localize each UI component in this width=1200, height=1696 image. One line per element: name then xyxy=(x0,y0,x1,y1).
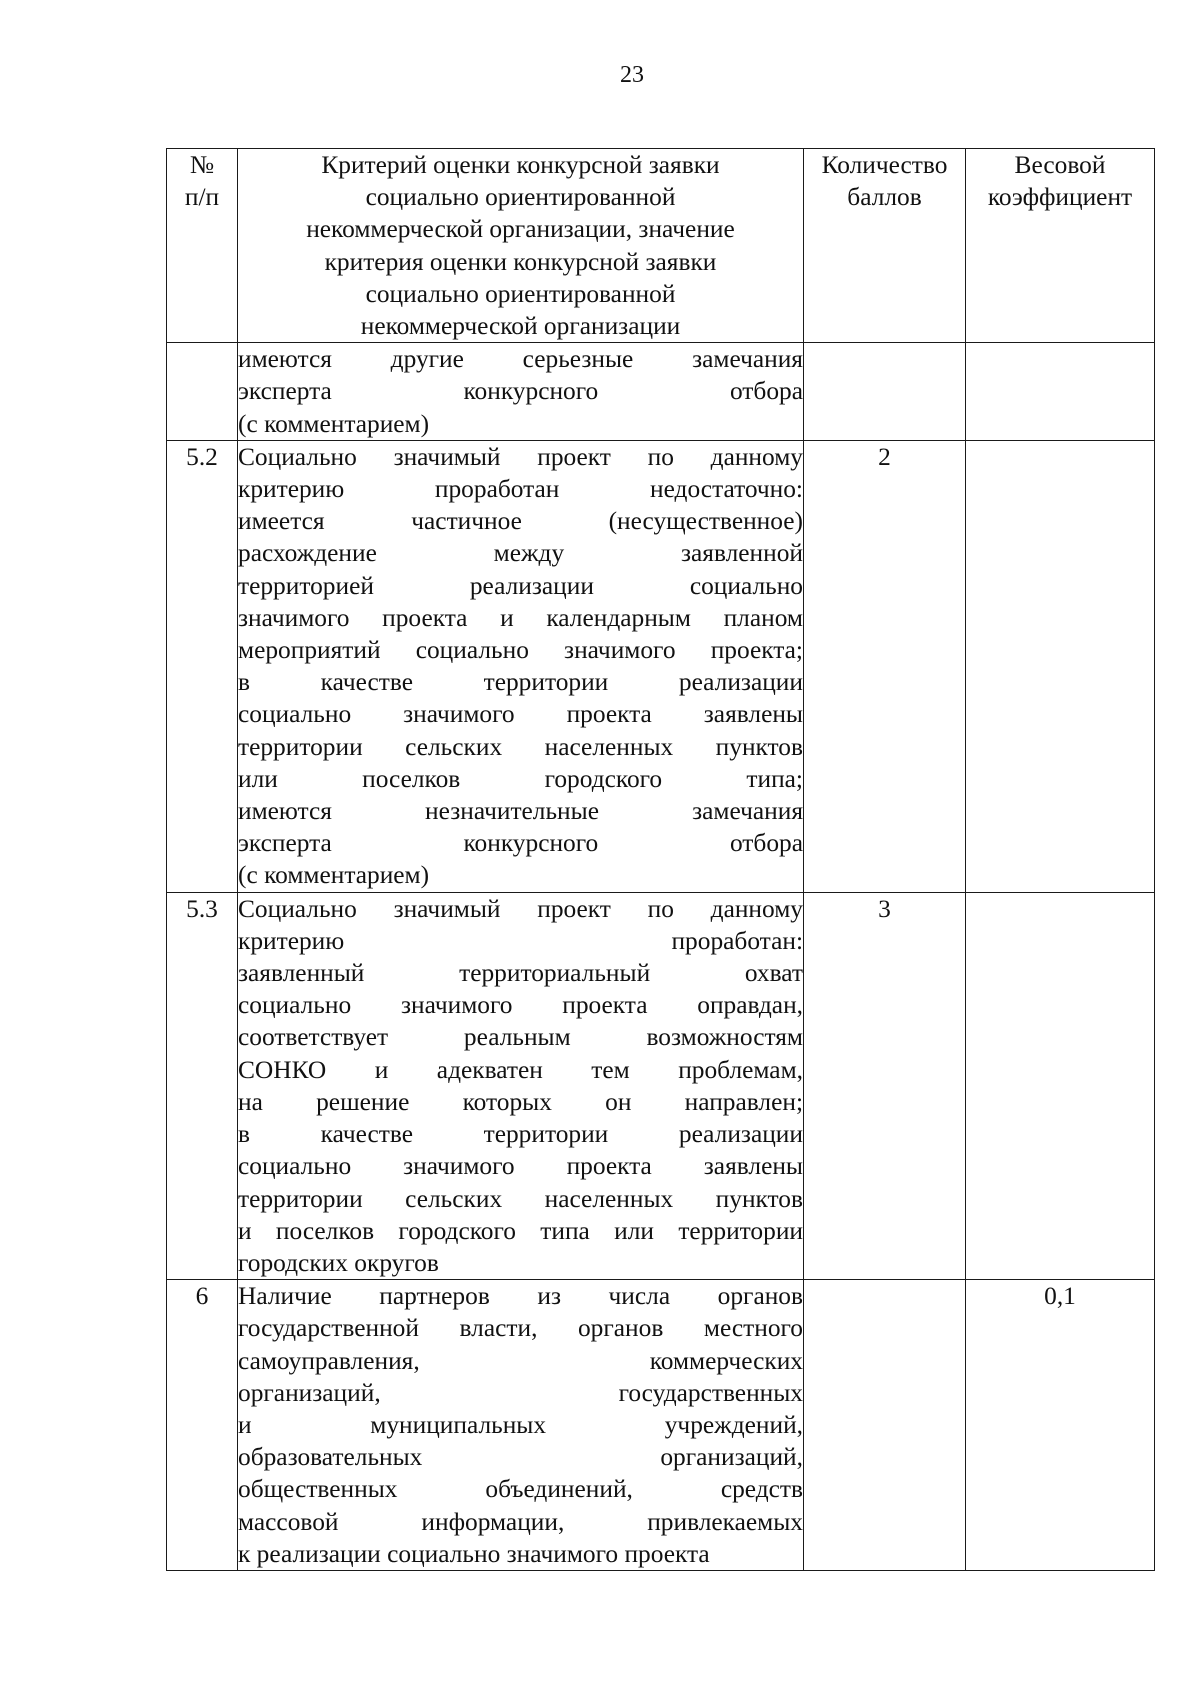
criterion-text xyxy=(238,343,804,441)
table-body xyxy=(167,343,1155,1571)
header-score xyxy=(804,149,966,343)
criterion-line: СОНКО и адекватен тем проблемам, xyxy=(238,1055,803,1084)
criteria-table xyxy=(166,148,1155,1571)
criterion-line: или поселков городского типа; xyxy=(238,764,803,793)
header-criterion xyxy=(238,149,804,343)
header-criterion-line: социально ориентированной xyxy=(365,183,676,212)
criterion-line: заявленный территориальный охват xyxy=(238,959,803,988)
criterion-line: расхождение между заявленной xyxy=(238,539,803,568)
row-number: 6 xyxy=(167,1280,238,1571)
criterion-line: соответствует реальным возможностям xyxy=(238,1023,803,1052)
table-row xyxy=(167,892,1155,1279)
score-cell: 2 xyxy=(804,440,966,892)
row-number: 5.3 xyxy=(167,892,238,1279)
criterion-line: критерию проработан недостаточно: xyxy=(238,475,803,504)
weight-cell xyxy=(966,440,1155,892)
score-cell: 3 xyxy=(804,892,966,1279)
criterion-line: имеются незначительные замечания xyxy=(238,797,803,826)
criterion-line: Социально значимый проект по данному xyxy=(238,894,803,923)
criterion-line: и муниципальных учреждений, xyxy=(238,1410,803,1439)
table-row xyxy=(167,1280,1155,1571)
criterion-line: в качестве территории реализации xyxy=(238,1120,803,1149)
weight-cell xyxy=(966,892,1155,1279)
page-number: 23 xyxy=(620,62,644,88)
header-score-line: Количество xyxy=(821,151,948,179)
score-cell xyxy=(804,1280,966,1571)
criterion-line: на решение которых он направлен; xyxy=(238,1087,803,1116)
criterion-line: имеется частичное (несущественное) xyxy=(238,507,803,536)
criterion-line: организаций, государственных xyxy=(238,1378,803,1407)
criterion-line: массовой информации, привлекаемых xyxy=(238,1507,803,1536)
header-weight-line: Весовой xyxy=(1014,151,1106,179)
criterion-line: территорией реализации социально xyxy=(238,571,803,600)
weight-cell: 0,1 xyxy=(966,1280,1155,1571)
criterion-line: эксперта конкурсного отбора xyxy=(238,829,803,858)
criterion-line: и поселков городского типа или территории xyxy=(238,1216,803,1245)
criterion-line: образовательных организаций, xyxy=(238,1443,803,1472)
criterion-line: эксперта конкурсного отбора xyxy=(238,377,803,406)
criterion-line: значимого проекта и календарным планом xyxy=(238,603,803,632)
criterion-line: в качестве территории реализации xyxy=(238,668,803,697)
criterion-line: (с комментарием) xyxy=(238,861,430,890)
criterion-line: общественных объединений, средств xyxy=(238,1475,803,1504)
criterion-line: мероприятий социально значимого проекта; xyxy=(238,636,803,665)
header-num-line: № xyxy=(189,151,215,179)
header-weight-line: коэффициент xyxy=(987,183,1133,212)
criterion-line: социально значимого проекта заявлены xyxy=(238,1152,803,1181)
criterion-line: государственной власти, органов местного xyxy=(238,1314,803,1343)
header-weight xyxy=(966,149,1155,343)
weight-cell xyxy=(966,343,1155,441)
criterion-line: к реализации социально значимого проекта xyxy=(238,1539,710,1568)
criterion-line: Наличие партнеров из числа органов xyxy=(238,1282,803,1311)
header-criterion-line: Критерий оценки конкурсной заявки xyxy=(321,151,720,179)
table-row xyxy=(167,440,1155,892)
criterion-line: имеются другие серьезные замечания xyxy=(238,345,803,374)
score-cell xyxy=(804,343,966,441)
criterion-line: городских округов xyxy=(238,1248,439,1277)
row-number xyxy=(167,343,238,441)
header-num-line: п/п xyxy=(184,183,220,212)
header-criterion-line: критерия оценки конкурсной заявки xyxy=(324,247,717,276)
header-criterion-line: некоммерческой организации xyxy=(360,312,681,341)
criterion-line: (с комментарием) xyxy=(238,409,430,438)
criterion-line: социально значимого проекта оправдан, xyxy=(238,991,803,1020)
header-criterion-line: социально ориентированной xyxy=(365,279,676,308)
header-criterion-line: некоммерческой организации, значение xyxy=(306,215,735,244)
criterion-line: Социально значимый проект по данному xyxy=(238,442,803,471)
criterion-text xyxy=(238,440,804,892)
header-score-line: баллов xyxy=(847,183,922,212)
criterion-text xyxy=(238,1280,804,1571)
table-header-row xyxy=(167,149,1155,343)
criterion-line: территории сельских населенных пунктов xyxy=(238,732,803,761)
criterion-line: критерию проработан: xyxy=(238,926,803,955)
header-num xyxy=(167,149,238,343)
row-number: 5.2 xyxy=(167,440,238,892)
criterion-text xyxy=(238,892,804,1279)
criterion-line: территории сельских населенных пунктов xyxy=(238,1184,803,1213)
criterion-line: социально значимого проекта заявлены xyxy=(238,700,803,729)
criterion-line: самоуправления, коммерческих xyxy=(238,1346,803,1375)
table-row xyxy=(167,343,1155,441)
